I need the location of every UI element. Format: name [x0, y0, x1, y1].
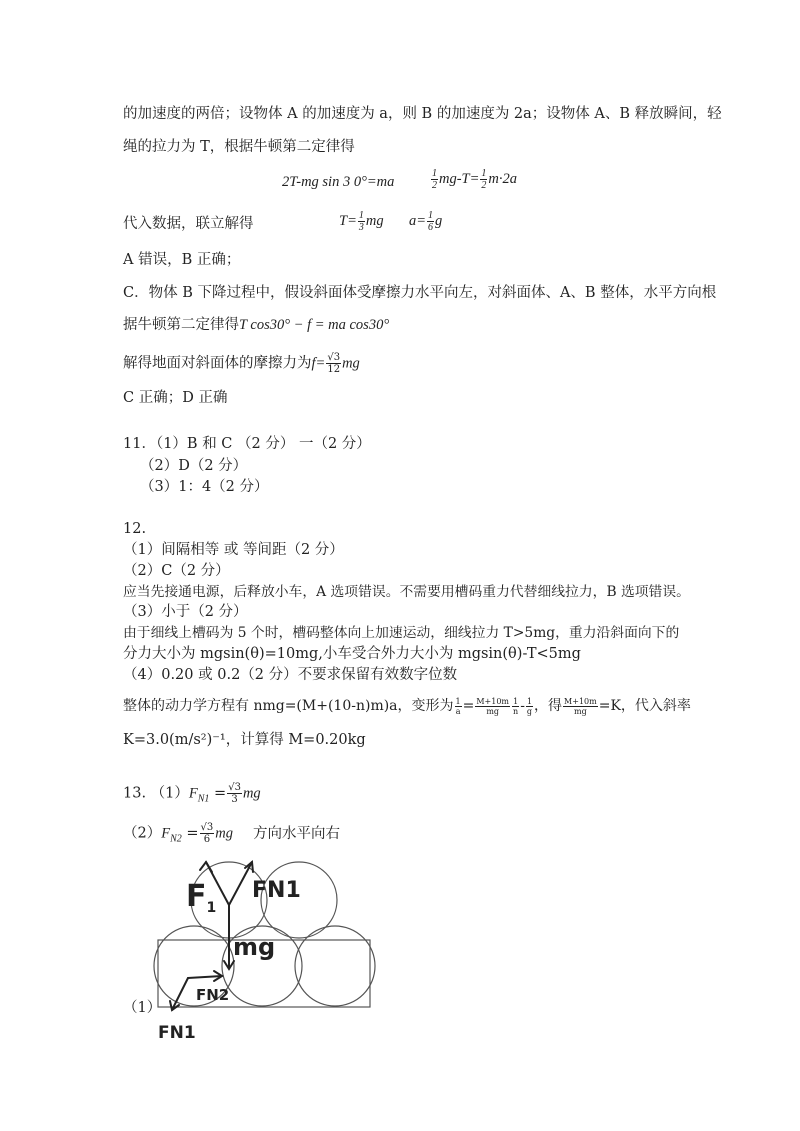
fraction-num: M+10m [476, 696, 510, 706]
answer-line: （2）D（2 分） [140, 458, 248, 474]
label-f1: $F_1$ [186, 879, 217, 916]
answer-line: （4）0.20 或 0.2（2 分）不要求保留有效数字位数 [123, 667, 458, 683]
equation: 2T-mg sin 3 0°=ma [282, 174, 395, 190]
fraction-den: 12 [327, 364, 341, 375]
label-fn1-bottom: FN1 [158, 1023, 196, 1043]
answer-line: K=3.0(m/s²)⁻¹，计算得 M=0.20kg [123, 732, 366, 748]
fraction-num: √3 [327, 352, 341, 363]
fraction-den: mg [486, 706, 500, 716]
force-symbol: F [188, 785, 198, 802]
text-line: C．物体 B 下降过程中，假设斜面体受摩擦力水平向左，对斜面体、A、B 整体，水平方向根 [123, 285, 717, 301]
force-arrow-fn2 [188, 976, 222, 978]
text-part: （2） [123, 825, 162, 842]
text-part: =K，代入斜率 [598, 698, 691, 714]
fraction-num: M+10m [564, 696, 597, 706]
answer-line: （1）间隔相等 或 等间距（2 分） [123, 542, 344, 558]
force-symbol: F [161, 825, 171, 842]
equation-part: g [435, 212, 443, 229]
force-subscript: N2 [170, 833, 182, 845]
label-fn1-top: FN1 [252, 878, 301, 903]
answer-line: 应当先接通电源，后释放小车，A 选项错误。不需要用槽码重力代替细线拉力，B 选项错误。 [123, 584, 690, 600]
answer-line: （2）C（2 分） [123, 563, 230, 579]
equation-part: mg [242, 785, 261, 802]
fraction-num: 1 [526, 696, 533, 706]
fraction-den: 6 [428, 222, 434, 233]
text-line: 代入数据，联立解得 [123, 216, 254, 232]
fraction-num: √3 [200, 822, 214, 833]
fraction-num: 1 [432, 168, 437, 179]
equation-part: T= [339, 212, 357, 229]
answer-line: （3）1：4（2 分） [140, 479, 269, 495]
text-line: A 错误，B 正确； [123, 252, 241, 268]
text-part: 13. （1） [123, 785, 189, 802]
equation: T cos30° − f = ma cos30° [239, 317, 390, 333]
fraction-den: 2 [481, 180, 487, 191]
answer-line: （3）小于（2 分） [123, 604, 248, 620]
text-part: = [181, 825, 199, 842]
fraction-den: a [455, 706, 461, 716]
equation-part: mg [342, 355, 360, 372]
fraction-num: 1 [481, 168, 487, 179]
fraction-den: g [526, 706, 533, 716]
text-part: = [209, 785, 227, 802]
force-arrow-fn1-top [229, 862, 252, 905]
fraction-den: mg [574, 706, 587, 716]
force-subscript: N1 [197, 793, 210, 805]
fraction-num: 1 [513, 696, 519, 706]
fraction-den: n [513, 706, 519, 716]
answer-line: 11．（1）B 和 C （2 分） 一（2 分） [123, 436, 371, 452]
fraction-num: 1 [428, 210, 434, 221]
equation-part: mg [365, 212, 384, 229]
equation-part: m·2a [488, 170, 518, 187]
cylinder-bottom-right [295, 926, 375, 1006]
text-part: 解得地面对斜面体的摩擦力为 [123, 355, 312, 372]
equation-part: a= [409, 212, 427, 229]
text-line: 的加速度的两倍；设物体 A 的加速度为 a，则 B 的加速度为 2a；设物体 A、B 释放瞬间，轻 [123, 106, 722, 122]
fraction-den: 3 [358, 222, 364, 233]
question-number: 12. [123, 521, 147, 537]
text-part: 据牛顿第二定律得 [123, 317, 239, 333]
text-line: 绳的拉力为 T，根据牛顿第二定律得 [123, 139, 355, 155]
answer-line: 由于细线上槽码为 5 个时，槽码整体向上加速运动，细线拉力 T>5mg，重力沿斜面向下的 [123, 625, 680, 641]
direction-text: 方向水平向右 [253, 825, 340, 842]
equation-part: f= [311, 355, 326, 372]
fraction-den: 2 [432, 180, 437, 191]
text-line: C 正确；D 正确 [123, 390, 228, 406]
equation-part: mg-T= [439, 170, 480, 187]
fraction-num: √3 [228, 782, 241, 793]
fraction-den: 3 [231, 794, 238, 805]
fraction-num: 1 [358, 210, 364, 221]
diagram-label: （1） [123, 1000, 162, 1016]
equation-part: mg [215, 825, 233, 842]
text-part: - [520, 698, 525, 714]
fraction-den: 6 [203, 834, 211, 845]
label-mg: mg [233, 933, 276, 961]
text-part: ，得 [534, 698, 563, 714]
answer-line: 分力大小为 mgsin(θ)=10mg,小车受合外力大小为 mgsin(θ)-T<5mg [123, 646, 581, 662]
fraction-num: 1 [455, 696, 461, 706]
text-part: 整体的动力学方程有 nmg=(M+(10-n)m)a，变形为 [123, 698, 454, 714]
text-part: = [462, 698, 475, 714]
label-fn2: FN2 [196, 986, 230, 1004]
